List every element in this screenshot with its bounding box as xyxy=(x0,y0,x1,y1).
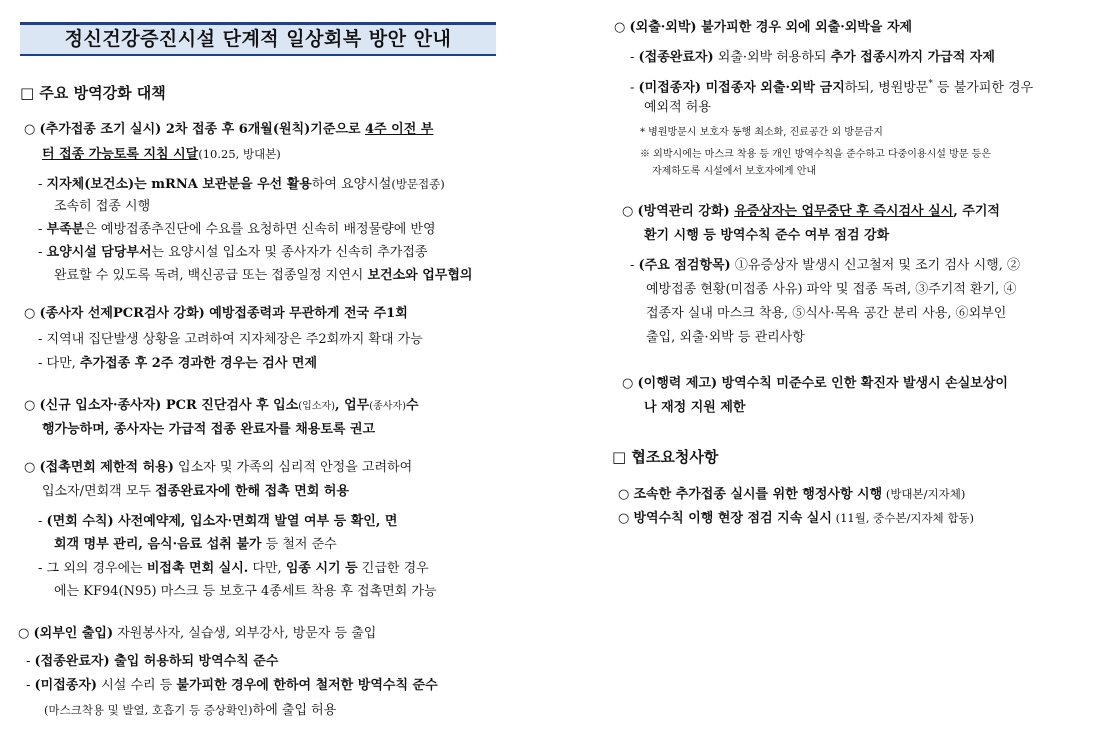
outing-detail1: - (접종완료자) 외출·외박 허용하되 추가 접종시까지 가급적 자제 xyxy=(630,50,995,65)
pcr-detail2: - 다만, 추가접종 후 2주 경과한 경우는 검사 면제 xyxy=(38,356,318,371)
check-items-line4: 출입, 외출·외박 등 관리사항 xyxy=(646,330,805,345)
outing-note2-line1: ※ 외박시에는 마스크 착용 등 개인 방역수칙을 준수하고 다중이용시설 방문 등은 xyxy=(640,149,991,160)
section-heading-cooperation: □ 협조요청사항 xyxy=(612,448,719,466)
booster-detail1-line1: - 지자체(보건소)는 mRNA 보관분을 우선 활용하여 요양시설(방문접종) xyxy=(38,177,445,192)
coop-item2: ○ 방역수칙 이행 현장 점검 지속 실시 (11월, 중수본/지자체 합동) xyxy=(618,511,975,526)
item-compliance-line2: 나 재정 지원 제한 xyxy=(644,400,746,415)
visit-detail2-line1: - 그 외의 경우에는 비접촉 면회 실시. 다만, 임종 시기 등 긴급한 경우 xyxy=(38,561,429,576)
booster-detail2: - 부족분은 예방접종추진단에 수요를 요청하면 신속히 배정물량에 반영 xyxy=(38,222,436,237)
booster-detail1-line2: 조속히 접종 시행 xyxy=(54,199,151,214)
visit-detail2-line2: 에는 KF94(N95) 마스크 등 보호구 4종세트 착용 후 접촉면회 가능 xyxy=(54,584,437,599)
item-compliance-line1: ○ (이행력 제고) 방역수칙 미준수로 인한 확진자 발생시 손실보상이 xyxy=(622,376,1008,391)
item-new-residents-line1: ○ (신규 입소자·종사자) PCR 진단검사 후 입소(입소자), 업무(종사자)수 xyxy=(24,398,419,413)
outsiders-detail2-line2: (마스크착용 및 발열, 호흡기 등 증상확인)하에 출입 허용 xyxy=(44,703,337,718)
outsiders-detail1: - (접종완료자) 출입 허용하되 방역수칙 준수 xyxy=(26,654,279,669)
booster-detail3-line1: - 요양시설 담당부서는 요양시설 입소자 및 종사자가 신속히 추가접종 xyxy=(38,245,428,260)
item-booster-line1: ○ (추가접종 조기 실시) 2차 접종 후 6개월(원칙)기준으로 4주 이전 부 xyxy=(24,122,434,137)
item-contact-visit-line1: ○ (접촉면회 제한적 허용) 입소자 및 가족의 심리적 안정을 고려하여 xyxy=(24,460,413,475)
check-items-line1: - (주요 점검항목) ①유증상자 발생시 신고철저 및 조기 검사 시행, ② xyxy=(630,258,1020,273)
item-quarantine-mgmt-line2: 환기 시행 등 방역수칙 준수 여부 점검 강화 xyxy=(644,228,890,243)
title-banner xyxy=(20,22,496,56)
section-heading-main-measures: □ 주요 방역강화 대책 xyxy=(20,84,166,102)
outing-detail2-line2: 예외적 허용 xyxy=(644,100,711,115)
page-title: 정신건강증진시설 단계적 일상회복 방안 안내 xyxy=(64,28,452,50)
outing-detail2-line1: - (미접종자) 미접종자 외출·외박 금지하되, 병원방문* 등 불가피한 경우 xyxy=(630,79,1034,96)
item-pcr-line1: ○ (종사자 선제PCR검사 강화) 예방접종력과 무관하게 전국 주1회 xyxy=(24,306,408,321)
item-outsiders-line1: ○ (외부인 출입) 자원봉사자, 실습생, 외부강사, 방문자 등 출입 xyxy=(18,626,377,641)
check-items-line3: 접종자 실내 마스크 착용, ⑤식사·목욕 공간 분리 사용, ⑥외부인 xyxy=(646,306,1007,321)
outing-note1: * 병원방문시 보호자 동행 최소화, 진료공간 외 방문금지 xyxy=(640,127,883,138)
check-items-line2: 예방접종 현황(미접종 사유) 파악 및 접종 독려, ③주기적 환기, ④ xyxy=(646,282,1017,297)
item-booster-line2: 터 접종 가능토록 지침 시달(10.25, 방대본) xyxy=(42,147,281,162)
outsiders-detail2-line1: - (미접종자) 시설 수리 등 불가피한 경우에 한하여 철저한 방역수칙 준수 xyxy=(26,678,438,693)
item-quarantine-mgmt-line1: ○ (방역관리 강화) 유증상자는 업무중단 후 즉시검사 실시, 주기적 xyxy=(622,204,1000,219)
outing-note2-line2: 자제하도록 시설에서 보호자에게 안내 xyxy=(652,166,817,177)
coop-item1: ○ 조속한 추가접종 실시를 위한 행정사항 시행 (방대본/지자체) xyxy=(618,487,966,502)
item-new-residents-line2: 행가능하며, 종사자는 가급적 접종 완료자를 채용토록 권고 xyxy=(42,422,376,437)
visit-detail1-line2: 회객 명부 관리, 음식·음료 섭취 불가 등 철저 준수 xyxy=(54,537,337,552)
item-outing-line1: ○ (외출·외박) 불가피한 경우 외에 외출·외박을 자제 xyxy=(614,20,913,35)
pcr-detail1: - 지역내 집단발생 상황을 고려하여 지자체장은 주2회까지 확대 가능 xyxy=(38,332,423,347)
visit-detail1-line1: - (면회 수칙) 사전예약제, 입소자·면회객 발열 여부 등 확인, 면 xyxy=(38,514,398,529)
booster-detail3-line2: 완료할 수 있도록 독려, 백신공급 또는 접종일정 지연시 보건소와 업무협의 xyxy=(54,268,473,283)
item-contact-visit-line2: 입소자/면회객 모두 접종완료자에 한해 접촉 면회 허용 xyxy=(42,484,350,499)
